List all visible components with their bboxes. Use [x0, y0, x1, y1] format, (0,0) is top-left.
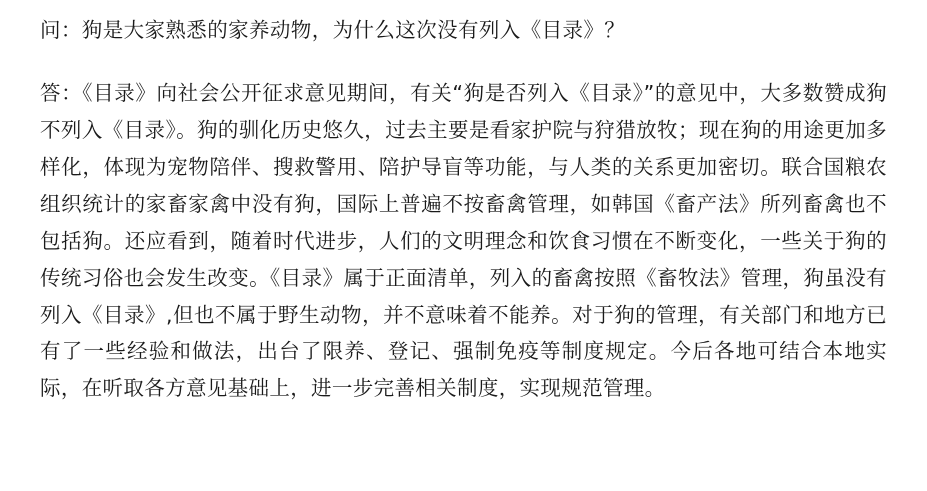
question-paragraph: 问：狗是大家熟悉的家养动物，为什么这次没有列入《目录》？	[40, 18, 626, 42]
answer-paragraph: 答：《目录》向社会公开征求意见期间，有关“狗是否列入《目录》”的意见中，大多数赞成狗不列入《目录》。狗的驯化历史悠久，过去主要是看家护院与狩猎放牧；现在狗的用途更加多样化，体现为宠物陪伴、搜救警用、陪护导盲等功能，与人类的关系更加密切。联合国粮农组织统计的家畜家禽中没有狗，国际上普遍不按畜禽管理，如韩国《畜产法》所列畜禽也不包括狗。还应看到，随着时代进步，人们的文明理念和饮食习惯在不断变化，一些关于狗的传统习俗也会发生改变。《目录》属于正面清单，列入的畜禽按照《畜牧法》管理，狗虽没有列入《目录》,但也不属于野生动物，并不意味着不能养。对于狗的管理，有关部门和地方已有了一些经验和做法，出台了限养、登记、强制免疫等制度规定。今后各地可结合本地实际，在听取各方意见基础上，进一步完善相关制度，实现规范管理。	[40, 81, 887, 401]
qa-block	[40, 14, 887, 407]
